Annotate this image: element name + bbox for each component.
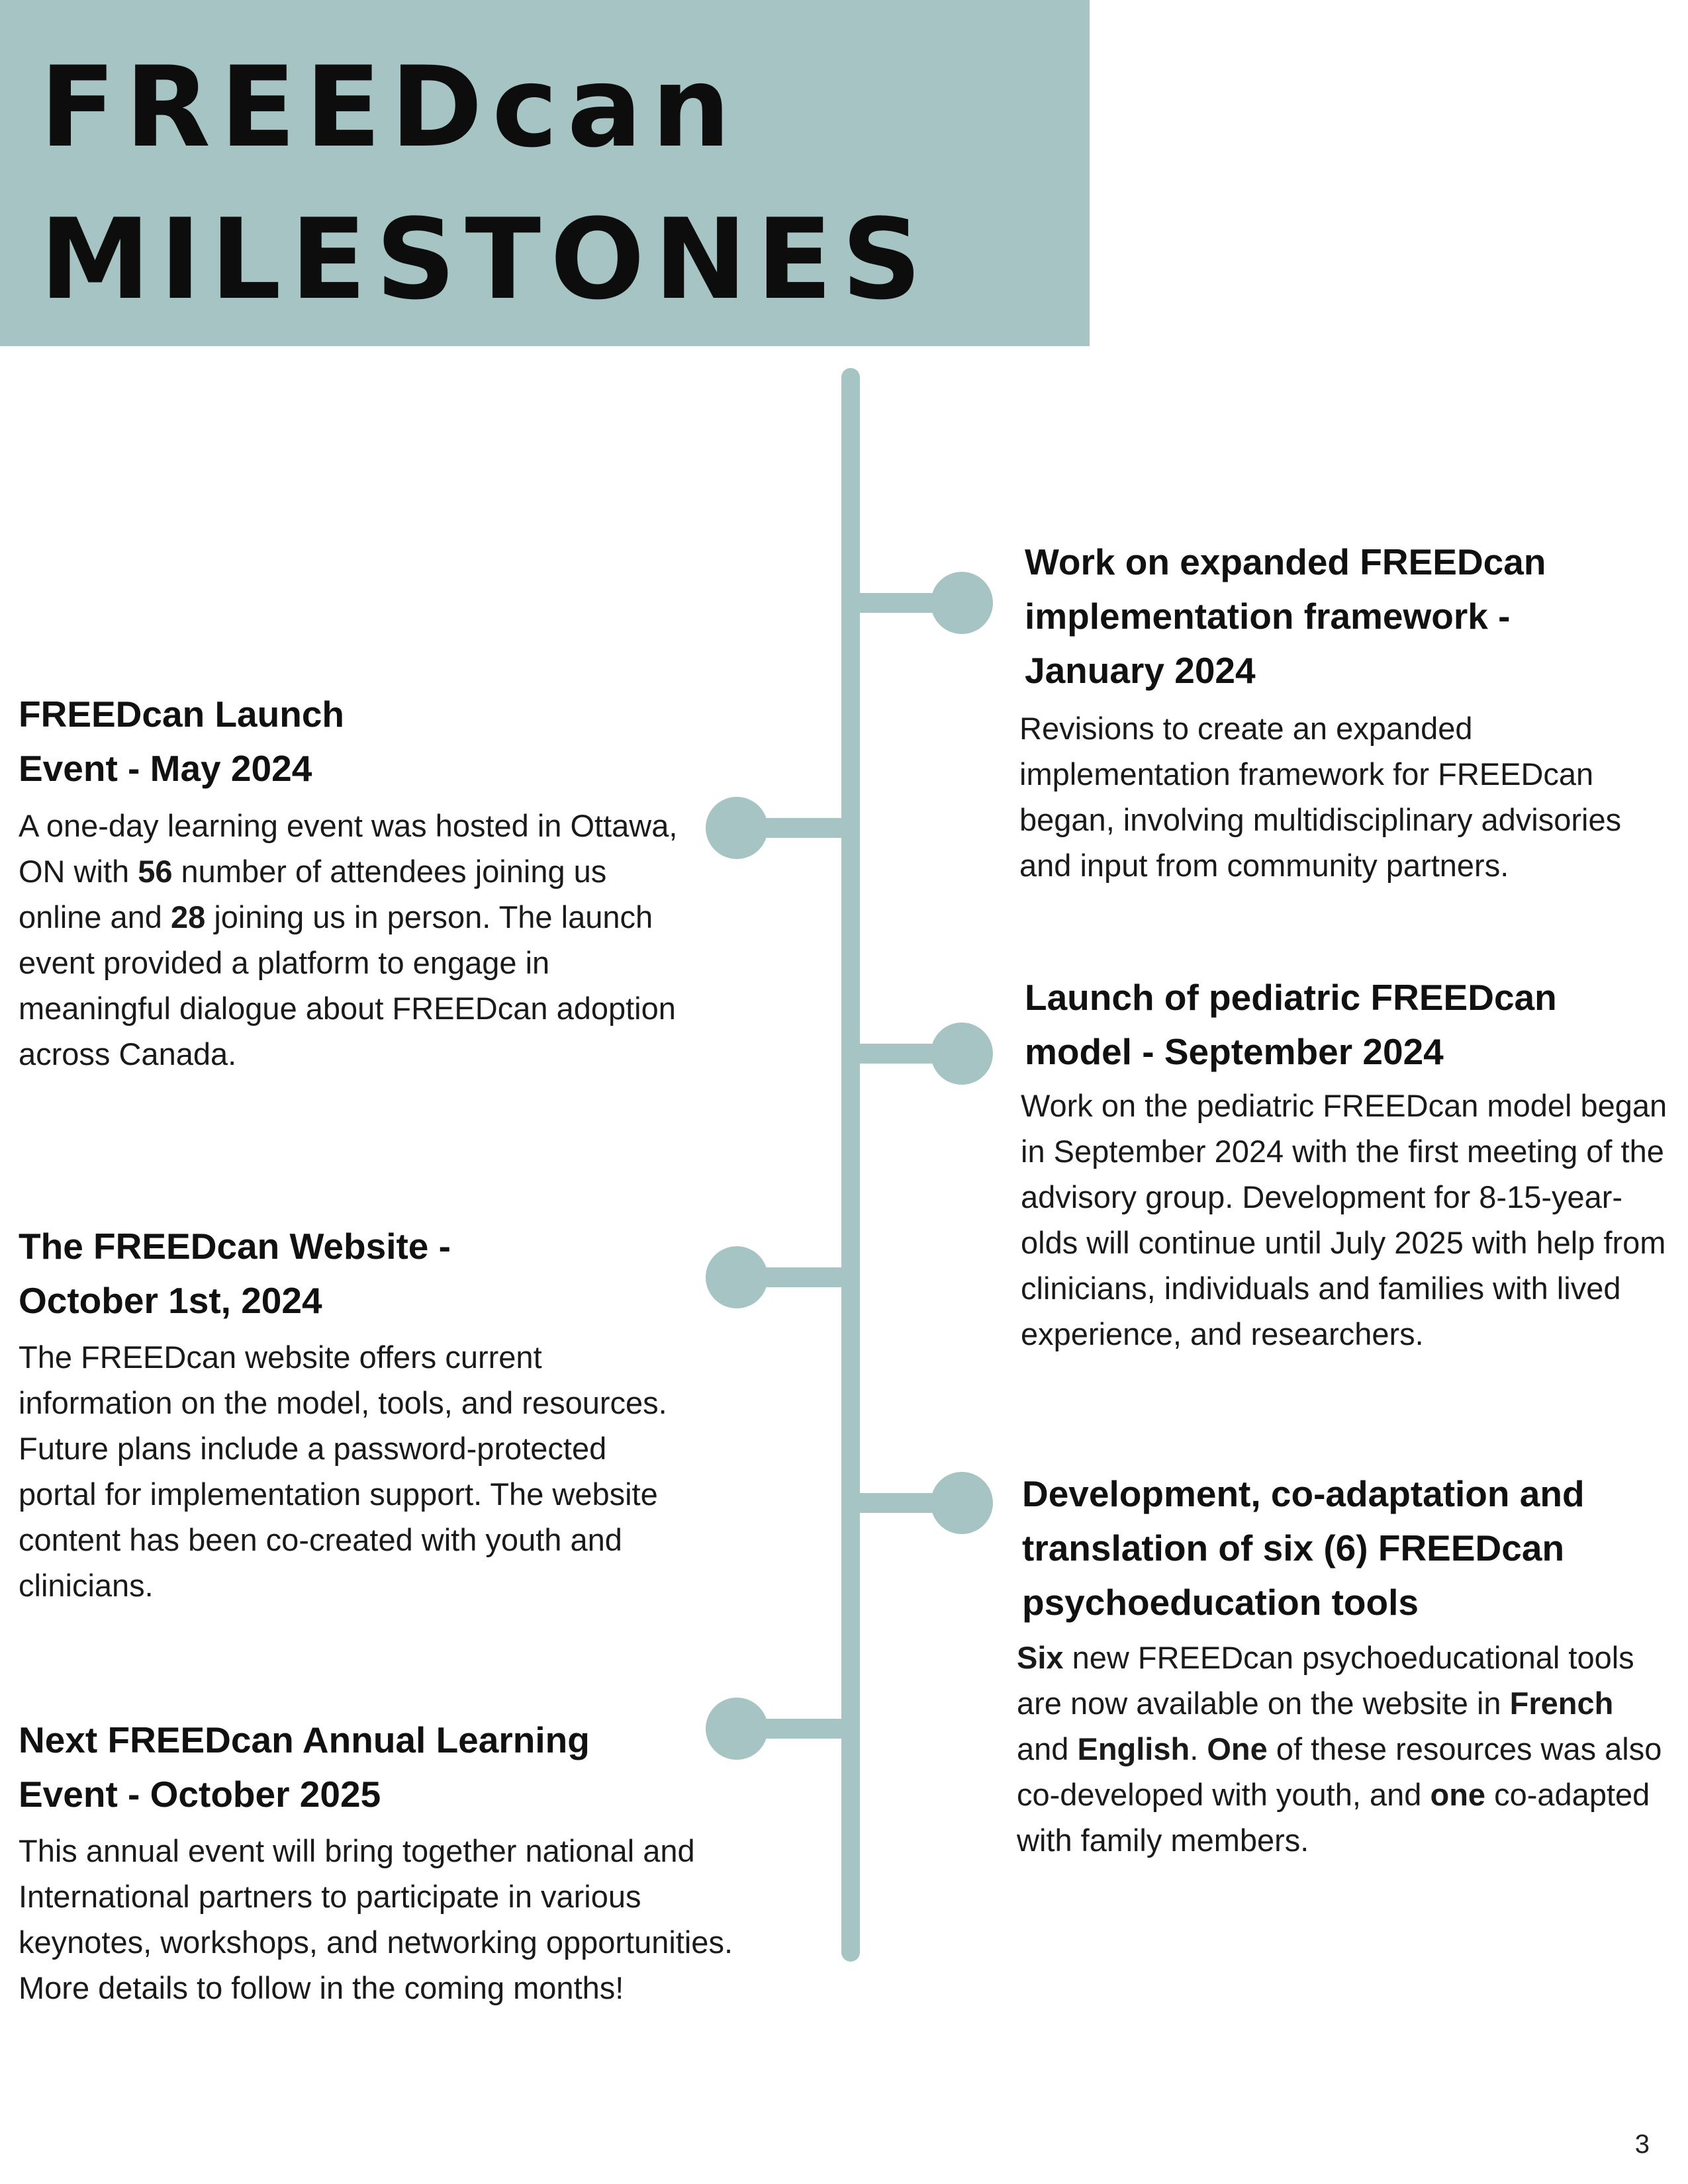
page-number: 3 — [1634, 2130, 1650, 2159]
body-text: This annual event will bring together national and International partners to participate in various keynotes, workshops, and networking opportunities. More details to follow in the coming months! — [19, 1833, 733, 2005]
milestone-body-annual-learning-event — [19, 1828, 753, 2011]
body-text: The FREEDcan website offers current information on the model, tools, and resources. Future plans include a password-protected portal for implementation support. The website content has been co-created with youth and clinicians. — [19, 1340, 667, 1603]
timeline-node-right-2 — [931, 1023, 993, 1085]
timeline-branch-left-3 — [765, 1719, 845, 1739]
title-line: Work on expanded FREEDcan — [1025, 541, 1546, 582]
timeline-node-right-1 — [931, 572, 993, 634]
milestone-body-implementation-framework — [1019, 705, 1668, 888]
body-text: Work on the pediatric FREEDcan model began in September 2024 with the first meeting of the advisory group. Development for 8-15-year-olds will continue until July 2025 with help from clinicians, individuals and families with lived experience, and researchers. — [1021, 1088, 1667, 1351]
title-line: Development, co-adaptation and — [1022, 1473, 1585, 1514]
timeline-branch-left-1 — [765, 818, 845, 838]
timeline-node-left-1 — [706, 797, 768, 859]
title-line: Event - October 2025 — [19, 1774, 381, 1815]
title-line: translation of six (6) FREEDcan — [1022, 1527, 1565, 1569]
body-text: Six new FREEDcan psychoeducational tools are now available on the website in French and English. One of these resources was also co-developed with youth, and one co-adapted with family members. — [1017, 1640, 1662, 1858]
title-line: implementation framework - — [1025, 596, 1511, 637]
milestone-title-implementation-framework — [1025, 535, 1660, 698]
title-line: FREEDcan Launch — [19, 694, 345, 735]
header-band — [0, 0, 1090, 346]
milestone-title-launch-event — [19, 687, 680, 796]
title-line: model - September 2024 — [1025, 1031, 1444, 1072]
title-line: psychoeducation tools — [1022, 1582, 1419, 1623]
page-title-line-1: FREEDcan — [40, 42, 740, 172]
timeline-node-left-2 — [706, 1246, 768, 1308]
title-line: October 1st, 2024 — [19, 1280, 322, 1321]
title-line: The FREEDcan Website - — [19, 1226, 451, 1267]
timeline-branch-right-2 — [854, 1044, 933, 1064]
milestone-body-psychoeducation-tools — [1017, 1635, 1665, 1863]
timeline-branch-right-1 — [854, 593, 933, 613]
milestone-title-website — [19, 1219, 680, 1328]
milestone-title-pediatric-model — [1025, 970, 1660, 1079]
page-title-line-2: MILESTONES — [40, 195, 931, 324]
milestone-body-website — [19, 1334, 687, 1608]
milestone-title-psychoeducation-tools — [1022, 1467, 1671, 1629]
milestone-body-launch-event — [19, 803, 687, 1077]
title-line: Next FREEDcan Annual Learning — [19, 1719, 590, 1760]
title-line: Launch of pediatric FREEDcan — [1025, 977, 1557, 1018]
body-text: A one-day learning event was hosted in Ottawa, ON with 56 number of attendees joining us online and 28 joining us in person. The launch event provided a platform to engage in meaningful dialogue about FREEDcan adoption across Canada. — [19, 808, 678, 1071]
timeline-branch-left-2 — [765, 1267, 845, 1287]
title-line: Event - May 2024 — [19, 748, 312, 789]
body-text: Revisions to create an expanded implementation framework for FREEDcan began, involving multidisciplinary advisories and input from community partners. — [1019, 711, 1622, 883]
timeline-branch-right-3 — [854, 1493, 933, 1513]
milestone-title-annual-learning-event — [19, 1713, 747, 1821]
timeline-node-right-3 — [931, 1472, 993, 1534]
title-line: January 2024 — [1025, 650, 1256, 691]
milestone-body-pediatric-model — [1021, 1083, 1669, 1357]
